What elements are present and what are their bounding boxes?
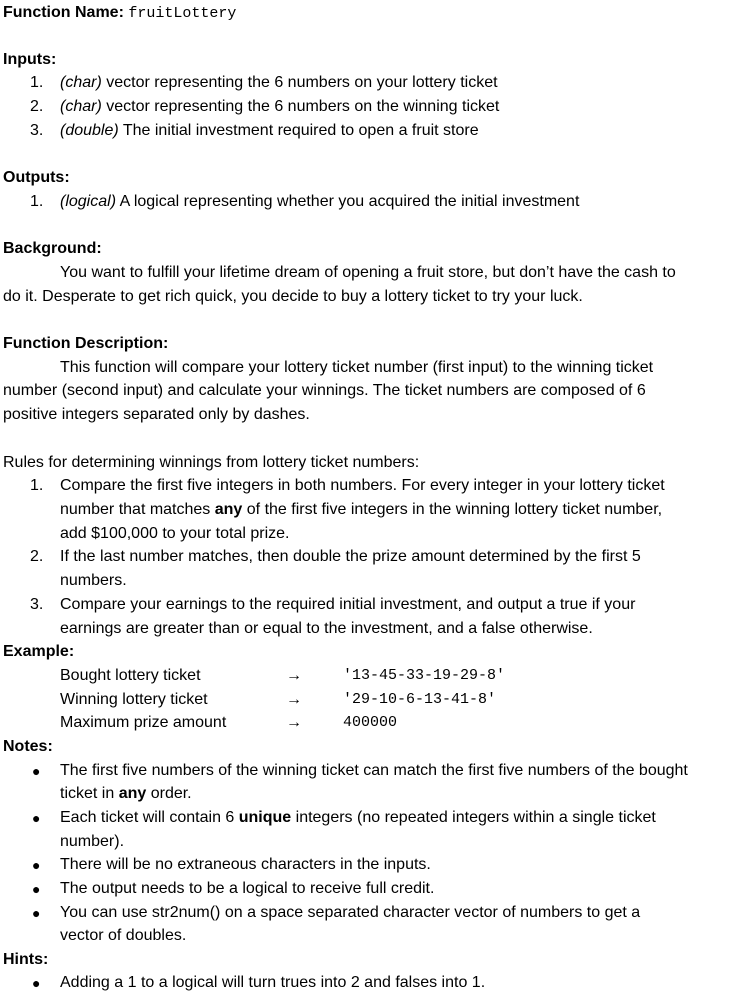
example-value: 400000	[343, 714, 398, 731]
example-label: Maximum prize amount	[60, 714, 227, 731]
hint-text: Adding a 1 to a logical will turn trues into 2 and falses into 1.	[60, 974, 486, 991]
inputs-heading: Inputs:	[3, 51, 57, 68]
note-text: The output needs to be a logical to receive full credit.	[60, 880, 435, 897]
note-text: You can use str2num() on a space separated character vector of numbers to get a	[60, 904, 641, 921]
bullet-icon: ●	[32, 975, 41, 991]
function-name-line	[3, 3, 236, 24]
bullet-icon: ●	[32, 810, 41, 826]
bullet-icon: ●	[32, 905, 41, 921]
bullet-icon: ●	[32, 763, 41, 779]
note-text: Each ticket will contain 6 unique integers (no repeated integers within a single ticket	[60, 809, 656, 826]
example-label: Bought lottery ticket	[60, 667, 201, 684]
description-text: This function will compare your lottery ticket number (first input) to the winning ticket	[60, 359, 654, 376]
example-heading: Example:	[3, 643, 75, 660]
example-label: Winning lottery ticket	[60, 691, 208, 708]
outputs-heading: Outputs:	[3, 169, 70, 186]
function-name-label: Function Name:	[3, 4, 124, 21]
function-name: fruitLottery	[128, 5, 237, 22]
bullet-icon: ●	[32, 881, 41, 897]
note-text: number).	[60, 833, 125, 850]
rule-text: add $100,000 to your total prize.	[60, 525, 290, 542]
background-text: do it. Desperate to get rich quick, you decide to buy a lottery ticket to try your luck.	[3, 288, 583, 305]
background-text: You want to fulfill your lifetime dream of opening a fruit store, but don’t have the cash to	[60, 264, 676, 281]
example-value: '13-45-33-19-29-8'	[343, 667, 506, 684]
note-text: There will be no extraneous characters in the inputs.	[60, 856, 431, 873]
arrow-icon: →	[286, 714, 302, 731]
bullet-icon: ●	[32, 857, 41, 873]
background-heading: Background:	[3, 240, 102, 257]
notes-heading: Notes:	[3, 738, 53, 755]
assignment-document: Function Name: fruitLottery Inputs: 1. (char) vector representing the 6 numbers on your lottery ticket 2. (char) vector representing the 6 numbers on the winning ticket 3. (double) The initial investment required to open a fruit store Outputs: 1. (logical) A logical representing whether you acquired the initial investment Background: You want to fulfill your lifetime dream of opening a fruit store, but don’t have the cash to do it. Desperate to get rich quick, you decide to buy a lottery ticket to try your luck. Function Description: This function will compare your lottery ticket number (first input) to the winning ticket number (second input) and calculate your winnings. The ticket numbers are composed of 6 positive integers separated only by dashes. Rules for determining winnings from lottery ticket numbers: 1. Compare the first five integers in both numbers. For every integer in your lottery ticket number that matches any of the first five integers in the winning lottery ticket number, add $100,000 to your total prize. 2. If the last number matches, then double the prize amount determined by the first 5 numbers. 3. Compare your earnings to the required initial investment, and output a true if your earnings are greater than or equal to the investment, and a false otherwise. Example: Bought lottery ticket → '13-45-33-19-29-8' Winning lottery ticket → '29-10-6-13-41-8' Maximum prize amount → 400000 Notes: ● The first five numbers of the winning ticket can match the first five numbers of the bought ticket in any order. ● Each ticket will contain 6 unique integers (no repeated integers within a single ticket number). ● There will be no extraneous characters in the inputs. ● The output needs to be a logical to receive full credit. ● You can use str2num() on a space separated character vector of numbers to get a vector of doubles. Hints: ● Adding a 1 to a logical will turn trues into 2 and falses into 1.	[3, 4, 688, 991]
rule-text: earnings are greater than or equal to the investment, and a false otherwise.	[60, 620, 593, 637]
arrow-icon: →	[286, 691, 302, 708]
note-text: ticket in any order.	[60, 785, 192, 802]
rule-text: number that matches any of the first five integers in the winning lottery ticket number,	[60, 501, 663, 518]
example-value: '29-10-6-13-41-8'	[343, 691, 497, 708]
note-text: The first five numbers of the winning ticket can match the first five numbers of the bought	[60, 762, 688, 779]
hints-heading: Hints:	[3, 951, 49, 968]
description-text: number (second input) and calculate your winnings. The ticket numbers are composed of 6	[3, 382, 646, 399]
description-text: positive integers separated only by dashes.	[3, 406, 310, 423]
rules-intro: Rules for determining winnings from lottery ticket numbers:	[3, 454, 420, 471]
note-text: vector of doubles.	[60, 927, 187, 944]
description-heading: Function Description:	[3, 335, 169, 352]
arrow-icon: →	[286, 667, 302, 684]
rule-text: numbers.	[60, 572, 127, 589]
